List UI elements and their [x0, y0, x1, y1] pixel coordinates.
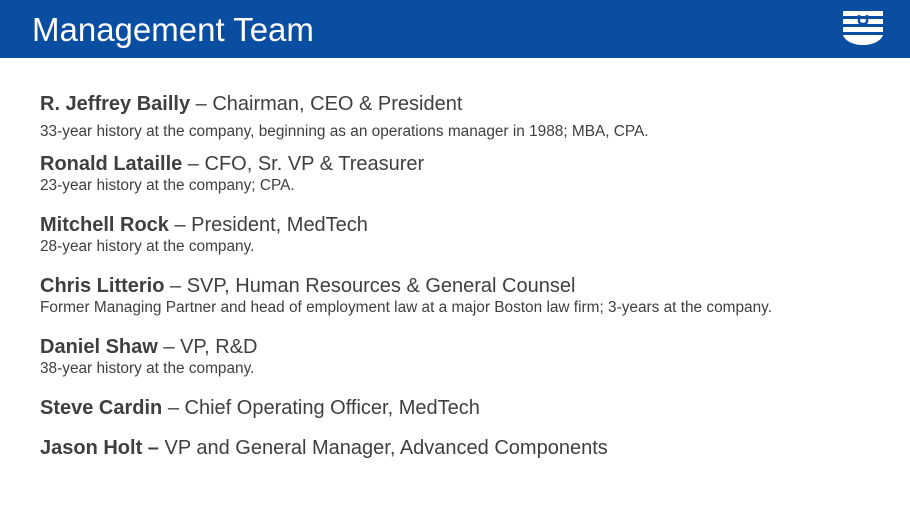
member-name: Mitchell Rock — [40, 214, 169, 236]
member-entry — [40, 396, 900, 420]
member-heading — [40, 274, 900, 298]
member-entry — [40, 92, 900, 142]
member-description: 38-year history at the company. — [40, 360, 255, 377]
member-name: Chris Litterio — [40, 275, 165, 297]
member-entry — [40, 335, 900, 379]
member-name: Steve Cardin — [40, 397, 163, 419]
slide-title: Management Team — [32, 11, 314, 48]
member-name: Jason Holt – — [40, 437, 159, 459]
member-heading — [40, 213, 900, 237]
member-separator: – — [164, 275, 187, 297]
member-role: VP, R&D — [180, 336, 258, 358]
member-separator: – — [168, 214, 192, 236]
member-description: 23-year history at the company; CPA. — [40, 177, 295, 194]
member-name: Ronald Lataille — [40, 153, 183, 175]
member-separator: – — [157, 336, 181, 358]
member-separator: – — [162, 397, 185, 419]
member-heading — [40, 152, 900, 176]
member-description: Former Managing Partner and head of employment law at a major Boston law firm; 3-years at the company. — [40, 299, 772, 316]
member-entry — [40, 274, 900, 318]
management-list — [40, 92, 900, 460]
member-role: President, MedTech — [191, 214, 368, 236]
member-role: Chairman, CEO & President — [212, 93, 463, 115]
member-role: VP and General Manager, Advanced Components — [164, 437, 608, 459]
member-name: Daniel Shaw — [40, 336, 158, 358]
member-heading — [40, 92, 900, 116]
member-heading — [40, 396, 900, 420]
member-separator: – — [182, 153, 205, 175]
member-description: 28-year history at the company. — [40, 238, 255, 255]
member-role: SVP, Human Resources & General Counsel — [186, 275, 576, 297]
member-role: CFO, Sr. VP & Treasurer — [204, 153, 425, 175]
member-heading — [40, 436, 900, 460]
member-separator: – — [190, 93, 213, 115]
company-shield-logo-icon — [840, 10, 886, 46]
member-role: Chief Operating Officer, MedTech — [184, 397, 480, 419]
member-entry — [40, 213, 900, 257]
member-heading — [40, 335, 900, 359]
member-entry — [40, 436, 900, 460]
slide-header — [0, 0, 910, 58]
member-entry — [40, 152, 900, 196]
member-name: R. Jeffrey Bailly — [40, 93, 191, 115]
member-description: 33-year history at the company, beginning as an operations manager in 1988; MBA, CPA. — [40, 123, 649, 140]
